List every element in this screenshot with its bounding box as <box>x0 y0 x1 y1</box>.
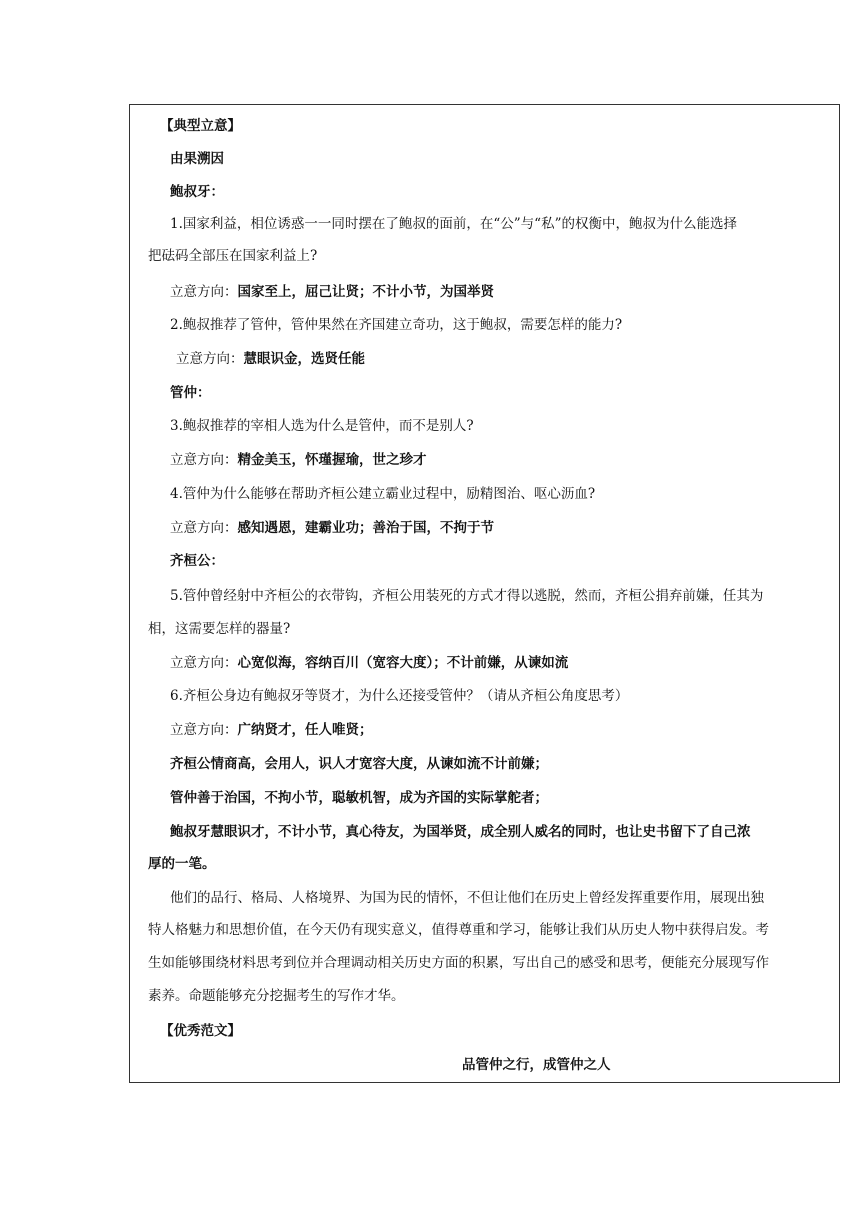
answer-text: 感知遇恩，建霸业功；善治于国，不拘于节 <box>237 520 494 536</box>
paragraph-line-1: 他们的品行、格局、人格境界、为国为民的情怀，不但让他们在历史上曾经发挥重要作用，展现出独 <box>170 890 764 906</box>
answer-text: 广纳贤才，任人唯贤； <box>237 722 373 738</box>
question-1-line-1: 1.国家利益，相位诱惑一一同时摆在了鲍叔的面前，在“公”与“私”的权衡中，鲍叔为什么能选择 <box>170 216 737 232</box>
answer-3 <box>170 450 427 470</box>
question-5-line-1: 5.管仲曾经射中齐桓公的衣带钩，齐桓公用装死的方式才得以逃脱，然而，齐桓公捐弃前嫌，任其为 <box>170 588 764 604</box>
essay-heading: 【优秀范文】 <box>160 1023 241 1039</box>
essay-title: 品管仲之行，成管仲之人 <box>462 1057 611 1073</box>
paragraph-line-3: 生如能够围绕材料思考到位并合理调动相关历史方面的积累，写出自己的感受和思考，便能充分展现写作 <box>148 955 769 971</box>
bao-label: 鲍叔牙： <box>170 184 224 200</box>
answer-label: 立意方向： <box>170 452 238 468</box>
answer-text: 心宽似海，容纳百川（宽容大度）；不计前嫌，从谏如流 <box>237 655 569 671</box>
answer-text: 精金美玉，怀瑾握瑜，世之珍才 <box>237 452 427 468</box>
guan-label: 管仲： <box>170 385 211 401</box>
answer-label: 立意方向： <box>176 351 244 367</box>
summary-guan: 管仲善于治国，不拘小节，聪敏机智，成为齐国的实际掌舵者； <box>170 790 548 806</box>
paragraph-line-4: 素养。命题能够充分挖掘考生的写作才华。 <box>148 988 405 1004</box>
answer-label: 立意方向： <box>170 722 238 738</box>
summary-bao-line-2: 厚的一笔。 <box>148 856 216 872</box>
answer-5 <box>170 653 568 673</box>
answer-label: 立意方向： <box>170 655 238 671</box>
qi-label: 齐桓公： <box>170 553 224 569</box>
answer-text: 慧眼识金，选贤任能 <box>243 351 365 367</box>
question-1-line-2: 把砝码全部压在国家利益上? <box>148 248 318 264</box>
answer-text: 国家至上，屈己让贤；不计小节，为国举贤 <box>237 284 494 300</box>
summary-qi: 齐桓公情商高，会用人，识人才宽容大度，从谏如流不计前嫌； <box>170 756 548 772</box>
question-2: 2.鲍叔推荐了管仲，管仲果然在齐国建立奇功，这于鲍叔，需要怎样的能力? <box>170 317 623 333</box>
answer-label: 立意方向： <box>170 520 238 536</box>
question-5-line-2: 相，这需要怎样的器量? <box>148 621 291 637</box>
answer-4 <box>170 518 494 538</box>
answer-label: 立意方向： <box>170 284 238 300</box>
question-6: 6.齐桓公身边有鲍叔牙等贤才，为什么还接受管仲？（请从齐桓公角度思考） <box>170 688 629 704</box>
question-4: 4.管仲为什么能够在帮助齐桓公建立霸业过程中，励精图治、呕心沥血? <box>170 486 596 502</box>
paragraph-line-2: 特人格魅力和思想价值，在今天仍有现实意义，值得尊重和学习，能够让我们从历史人物中获得启发。考 <box>148 922 769 938</box>
method-label: 由果溯因 <box>170 151 224 167</box>
typical-heading: 【典型立意】 <box>160 118 241 134</box>
question-3: 3.鲍叔推荐的宰相人选为什么是管仲，而不是别人? <box>170 418 474 434</box>
answer-6 <box>170 720 373 740</box>
answer-1 <box>170 282 494 302</box>
answer-2 <box>176 349 365 369</box>
summary-bao-line-1: 鲍叔牙慧眼识才，不计小节，真心待友，为国举贤，成全别人威名的同时，也让史书留下了自己浓 <box>170 824 751 840</box>
